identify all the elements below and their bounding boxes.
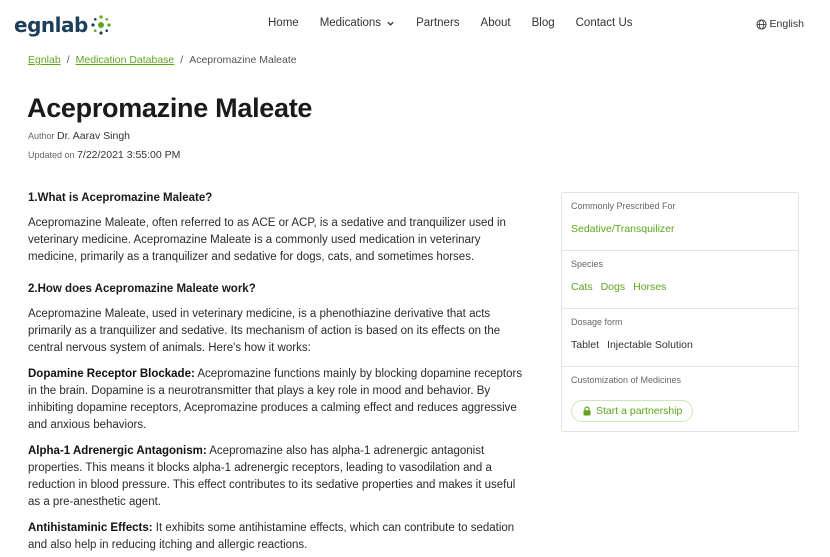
mechanism-text: Acepromazine also has alpha-1 adrenergic antagonist properties. This means it blocks alpha-1 adrenergic receptors, leading to vasodilation and a reduction in blood pressure. This effect contributes to its sedative properties and makes it useful as a pre-anesthetic agent. (28, 445, 516, 508)
mechanism-point-antihistaminic (28, 520, 528, 554)
mechanism-point-dopamine (28, 366, 528, 434)
mechanism-term: Alpha-1 Adrenergic Antagonism: (28, 445, 207, 457)
mechanism-text: Acepromazine functions mainly by blocking dopamine receptors in the brain. Dopamine is a neurotransmitter that plays a key role in mood and behavior. By inhibiting dopamine receptors, Acepromazine produces a calming effect and reduces aggressive and anxious behaviors. (28, 368, 523, 431)
section-heading-what-is: 1.What is Acepromazine Maleate? (28, 192, 213, 204)
dosage-tag: Tablet (571, 339, 600, 351)
nav-about[interactable]: About (480, 17, 511, 29)
logo[interactable] (14, 12, 112, 38)
nav-partners[interactable]: Partners (416, 17, 460, 29)
mechanism-point-alpha1 (28, 443, 528, 511)
logo-mark-icon (90, 14, 112, 36)
author-label: Author (28, 131, 55, 141)
dosage-list (571, 339, 701, 351)
medication-info-card (561, 192, 799, 432)
chevron-down-icon (386, 19, 395, 28)
updated-value: 7/22/2021 3:55:00 PM (77, 149, 181, 161)
customization-label: Customization of Medicines (571, 375, 682, 385)
updated-line (28, 149, 180, 161)
mechanism-term: Dopamine Receptor Blockade: (28, 368, 195, 380)
author-line (28, 130, 130, 142)
breadcrumb-separator: / (66, 54, 70, 66)
nav-blog[interactable]: Blog (531, 17, 555, 29)
language-label: English (769, 18, 804, 30)
prescribed-section (562, 193, 798, 251)
nav-home[interactable]: Home (268, 17, 299, 29)
section-paragraph-what-is: Acepromazine Maleate, often referred to as ACE or ACP, is a sedative and tranquilizer used in veterinary medicine. Acepromazine Maleate is a commonly used medication in veterinary medicine, primarily as a tranquilizer and sedative for dogs, cats, and sometimes horses. (28, 217, 506, 263)
mechanism-term: Antihistaminic Effects: (28, 522, 153, 534)
breadcrumb-separator: / (180, 54, 184, 66)
page-title: Acepromazine Maleate (27, 93, 313, 123)
start-partnership-label: Start a partnership (596, 405, 683, 417)
start-partnership-button[interactable] (571, 400, 693, 422)
prescribed-label: Commonly Prescribed For (571, 201, 676, 211)
dosage-tag: Injectable Solution (607, 339, 693, 351)
article-body (28, 192, 528, 557)
nav-medications-label: Medications (319, 17, 382, 29)
language-selector[interactable] (756, 18, 804, 30)
prescribed-value[interactable]: Sedative/Transquilizer (571, 223, 675, 235)
site-header (0, 0, 830, 50)
dosage-section (562, 309, 798, 367)
species-label: Species (571, 259, 604, 269)
updated-label: Updated on (28, 150, 75, 160)
species-section (562, 251, 798, 309)
dosage-label: Dosage form (571, 317, 623, 327)
breadcrumb-current: Acepromazine Maleate (189, 54, 297, 66)
breadcrumb-medication-database[interactable]: Medication Database (75, 54, 175, 66)
species-list (571, 281, 674, 293)
mechanism-text: It exhibits some antihistamine effects, which can contribute to sedation and also help in reducing itching and allergic reactions. (28, 522, 515, 551)
nav-contact-us[interactable]: Contact Us (575, 17, 633, 29)
section-paragraph-how-works: Acepromazine Maleate, used in veterinary medicine, is a phenothiazine derivative that acts primarily as a tranquilizer and sedative. Its mechanism of action is based on its effects on the central nervous system of animals. Here's how it works: (28, 308, 501, 354)
breadcrumb-egnlab[interactable]: Egnlab (28, 54, 61, 66)
customization-section (562, 367, 798, 431)
species-tag[interactable]: Horses (633, 281, 667, 293)
section-heading-how-works: 2.How does Acepromazine Maleate work? (28, 283, 256, 295)
nav-medications[interactable] (320, 17, 395, 29)
species-tag[interactable]: Dogs (600, 281, 626, 293)
species-tag[interactable]: Cats (571, 281, 593, 293)
logo-text: egnlab (14, 13, 88, 37)
breadcrumb (28, 54, 297, 66)
main-nav (268, 17, 654, 29)
author-name: Dr. Aarav Singh (57, 130, 131, 142)
globe-icon (756, 19, 767, 30)
lock-icon (582, 406, 592, 416)
